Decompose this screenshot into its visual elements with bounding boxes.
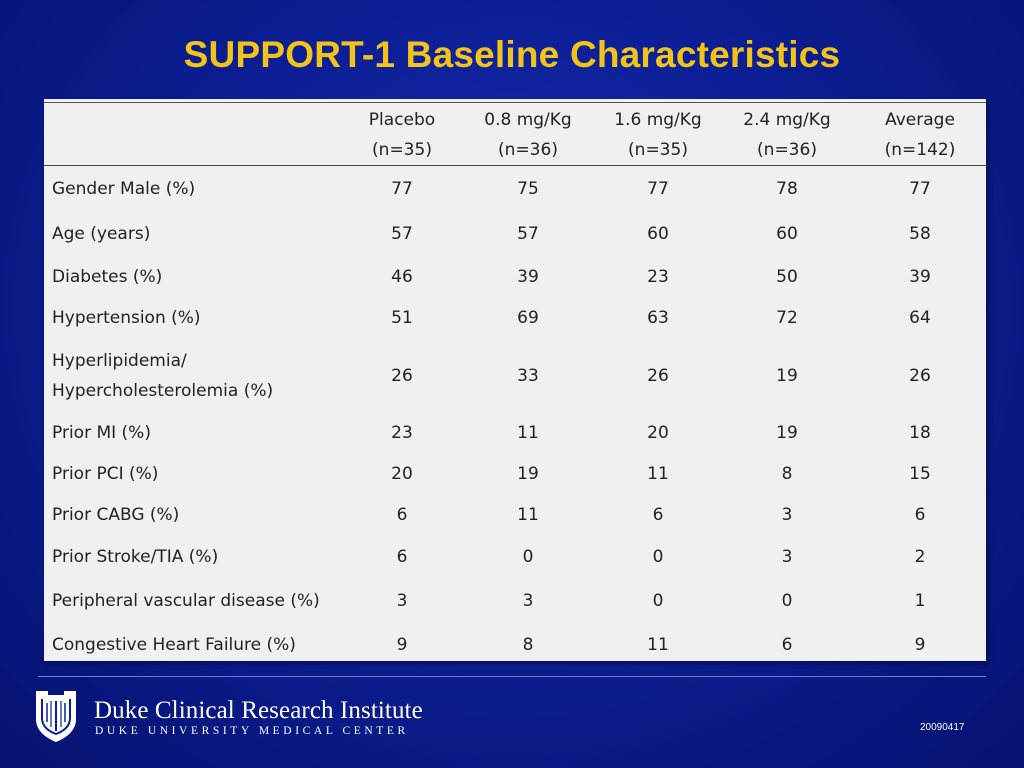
row-label: Prior MI (%) [52, 423, 151, 443]
table-cell: 23 [391, 423, 413, 443]
row-label-line-1: Hyperlipidemia/ [52, 350, 187, 371]
table-cell: 75 [517, 179, 539, 200]
column-header-name: 2.4 mg/Kg [743, 110, 831, 130]
table-cell: 3 [522, 590, 534, 611]
baseline-table-panel [44, 99, 986, 661]
table-cell: 60 [647, 224, 669, 244]
table-cell: 6 [914, 505, 926, 525]
table-cell: 77 [391, 179, 413, 200]
table-cell: 3 [396, 590, 408, 611]
table-cell: 77 [647, 179, 669, 200]
table-cell: 0 [652, 546, 664, 567]
org-subtitle: DUKE UNIVERSITY MEDICAL CENTER [95, 725, 409, 737]
row-label [44, 339, 344, 413]
row-label: Diabetes (%) [52, 266, 163, 287]
table-cell: 3 [781, 546, 793, 567]
header-blank-cell [44, 105, 344, 166]
table-cell: 78 [776, 179, 798, 200]
table-cell: 15 [909, 464, 931, 484]
table-cell: 50 [776, 266, 798, 287]
table-cell: 2 [914, 546, 926, 567]
column-header-placebo [344, 105, 460, 166]
column-header-n: (n=36) [757, 140, 817, 160]
table-cell: 11 [517, 505, 539, 525]
column-header-1-6-mg [596, 105, 720, 166]
table-row [44, 166, 986, 213]
table-cell: 77 [909, 179, 931, 200]
table-cell: 58 [909, 224, 931, 244]
table-row [44, 339, 986, 413]
table-cell: 64 [909, 308, 931, 328]
column-header-name: 1.6 mg/Kg [614, 110, 702, 130]
table-cell: 0 [652, 590, 664, 611]
row-label: Peripheral vascular disease (%) [52, 590, 320, 611]
table-cell: 23 [647, 266, 669, 287]
table-cell: 20 [647, 423, 669, 443]
table-cell: 26 [647, 365, 669, 386]
column-header-n: (n=35) [628, 140, 688, 160]
table-cell: 8 [781, 464, 793, 484]
table-cell: 39 [517, 266, 539, 287]
table-cell: 26 [909, 365, 931, 386]
table-cell: 51 [391, 308, 413, 328]
column-header-name: Average [885, 110, 955, 130]
table-cell: 69 [517, 308, 539, 328]
table-cell: 19 [776, 423, 798, 443]
table-cell: 1 [914, 590, 926, 611]
table-cell: 57 [391, 224, 413, 244]
table-cell: 11 [647, 634, 669, 655]
table-row [44, 454, 986, 495]
table-cell: 6 [652, 505, 664, 525]
row-label: Prior Stroke/TIA (%) [52, 546, 219, 567]
table-cell: 11 [647, 464, 669, 484]
table-cell: 57 [517, 224, 539, 244]
table-cell: 19 [776, 365, 798, 386]
row-label: Congestive Heart Failure (%) [52, 634, 296, 655]
table-cell: 46 [391, 266, 413, 287]
column-header-n: (n=36) [498, 140, 558, 160]
column-header-0-8-mg [460, 105, 596, 166]
footer-divider [38, 676, 986, 677]
table-row [44, 578, 986, 624]
table-cell: 33 [517, 365, 539, 386]
table-cell: 26 [391, 365, 413, 386]
table-row [44, 495, 986, 536]
table-row [44, 213, 986, 256]
table-row [44, 413, 986, 454]
table-cell: 63 [647, 308, 669, 328]
table-cell: 0 [522, 546, 534, 567]
column-header-name: 0.8 mg/Kg [484, 110, 572, 130]
table-cell: 9 [396, 634, 408, 655]
table-row [44, 256, 986, 298]
table-cell: 6 [396, 505, 408, 525]
table-cell: 6 [781, 634, 793, 655]
table-cell: 9 [914, 634, 926, 655]
row-label: Hypertension (%) [52, 308, 201, 328]
column-header-average [854, 105, 986, 166]
table-cell: 72 [776, 308, 798, 328]
column-header-n: (n=35) [372, 140, 432, 160]
row-label: Prior CABG (%) [52, 505, 180, 525]
table-cell: 19 [517, 464, 539, 484]
org-name: Duke Clinical Research Institute [94, 697, 423, 724]
table-cell: 60 [776, 224, 798, 244]
column-header-2-4-mg [720, 105, 854, 166]
table-cell: 3 [781, 505, 793, 525]
row-label: Prior PCI (%) [52, 464, 159, 484]
baseline-characteristics-table [44, 105, 986, 666]
table-cell: 0 [781, 590, 793, 611]
table-row [44, 298, 986, 339]
table-cell: 11 [517, 423, 539, 443]
table-cell: 6 [396, 546, 408, 567]
table-cell: 8 [522, 634, 534, 655]
slide-code: 20090417 [920, 722, 965, 733]
row-label: Age (years) [52, 224, 151, 244]
slide-title: SUPPORT-1 Baseline Characteristics [183, 34, 841, 75]
duke-shield-icon [34, 689, 78, 743]
table-cell: 18 [909, 423, 931, 443]
table-cell: 20 [391, 464, 413, 484]
row-label: Gender Male (%) [52, 179, 196, 200]
table-cell: 39 [909, 266, 931, 287]
table-row [44, 536, 986, 578]
table-header-row [44, 105, 986, 166]
row-label-line-2: Hypercholesterolemia (%) [52, 380, 274, 401]
table-row [44, 624, 986, 666]
column-header-name: Placebo [368, 110, 436, 130]
column-header-n: (n=142) [884, 140, 956, 160]
table-top-rule [44, 102, 986, 103]
